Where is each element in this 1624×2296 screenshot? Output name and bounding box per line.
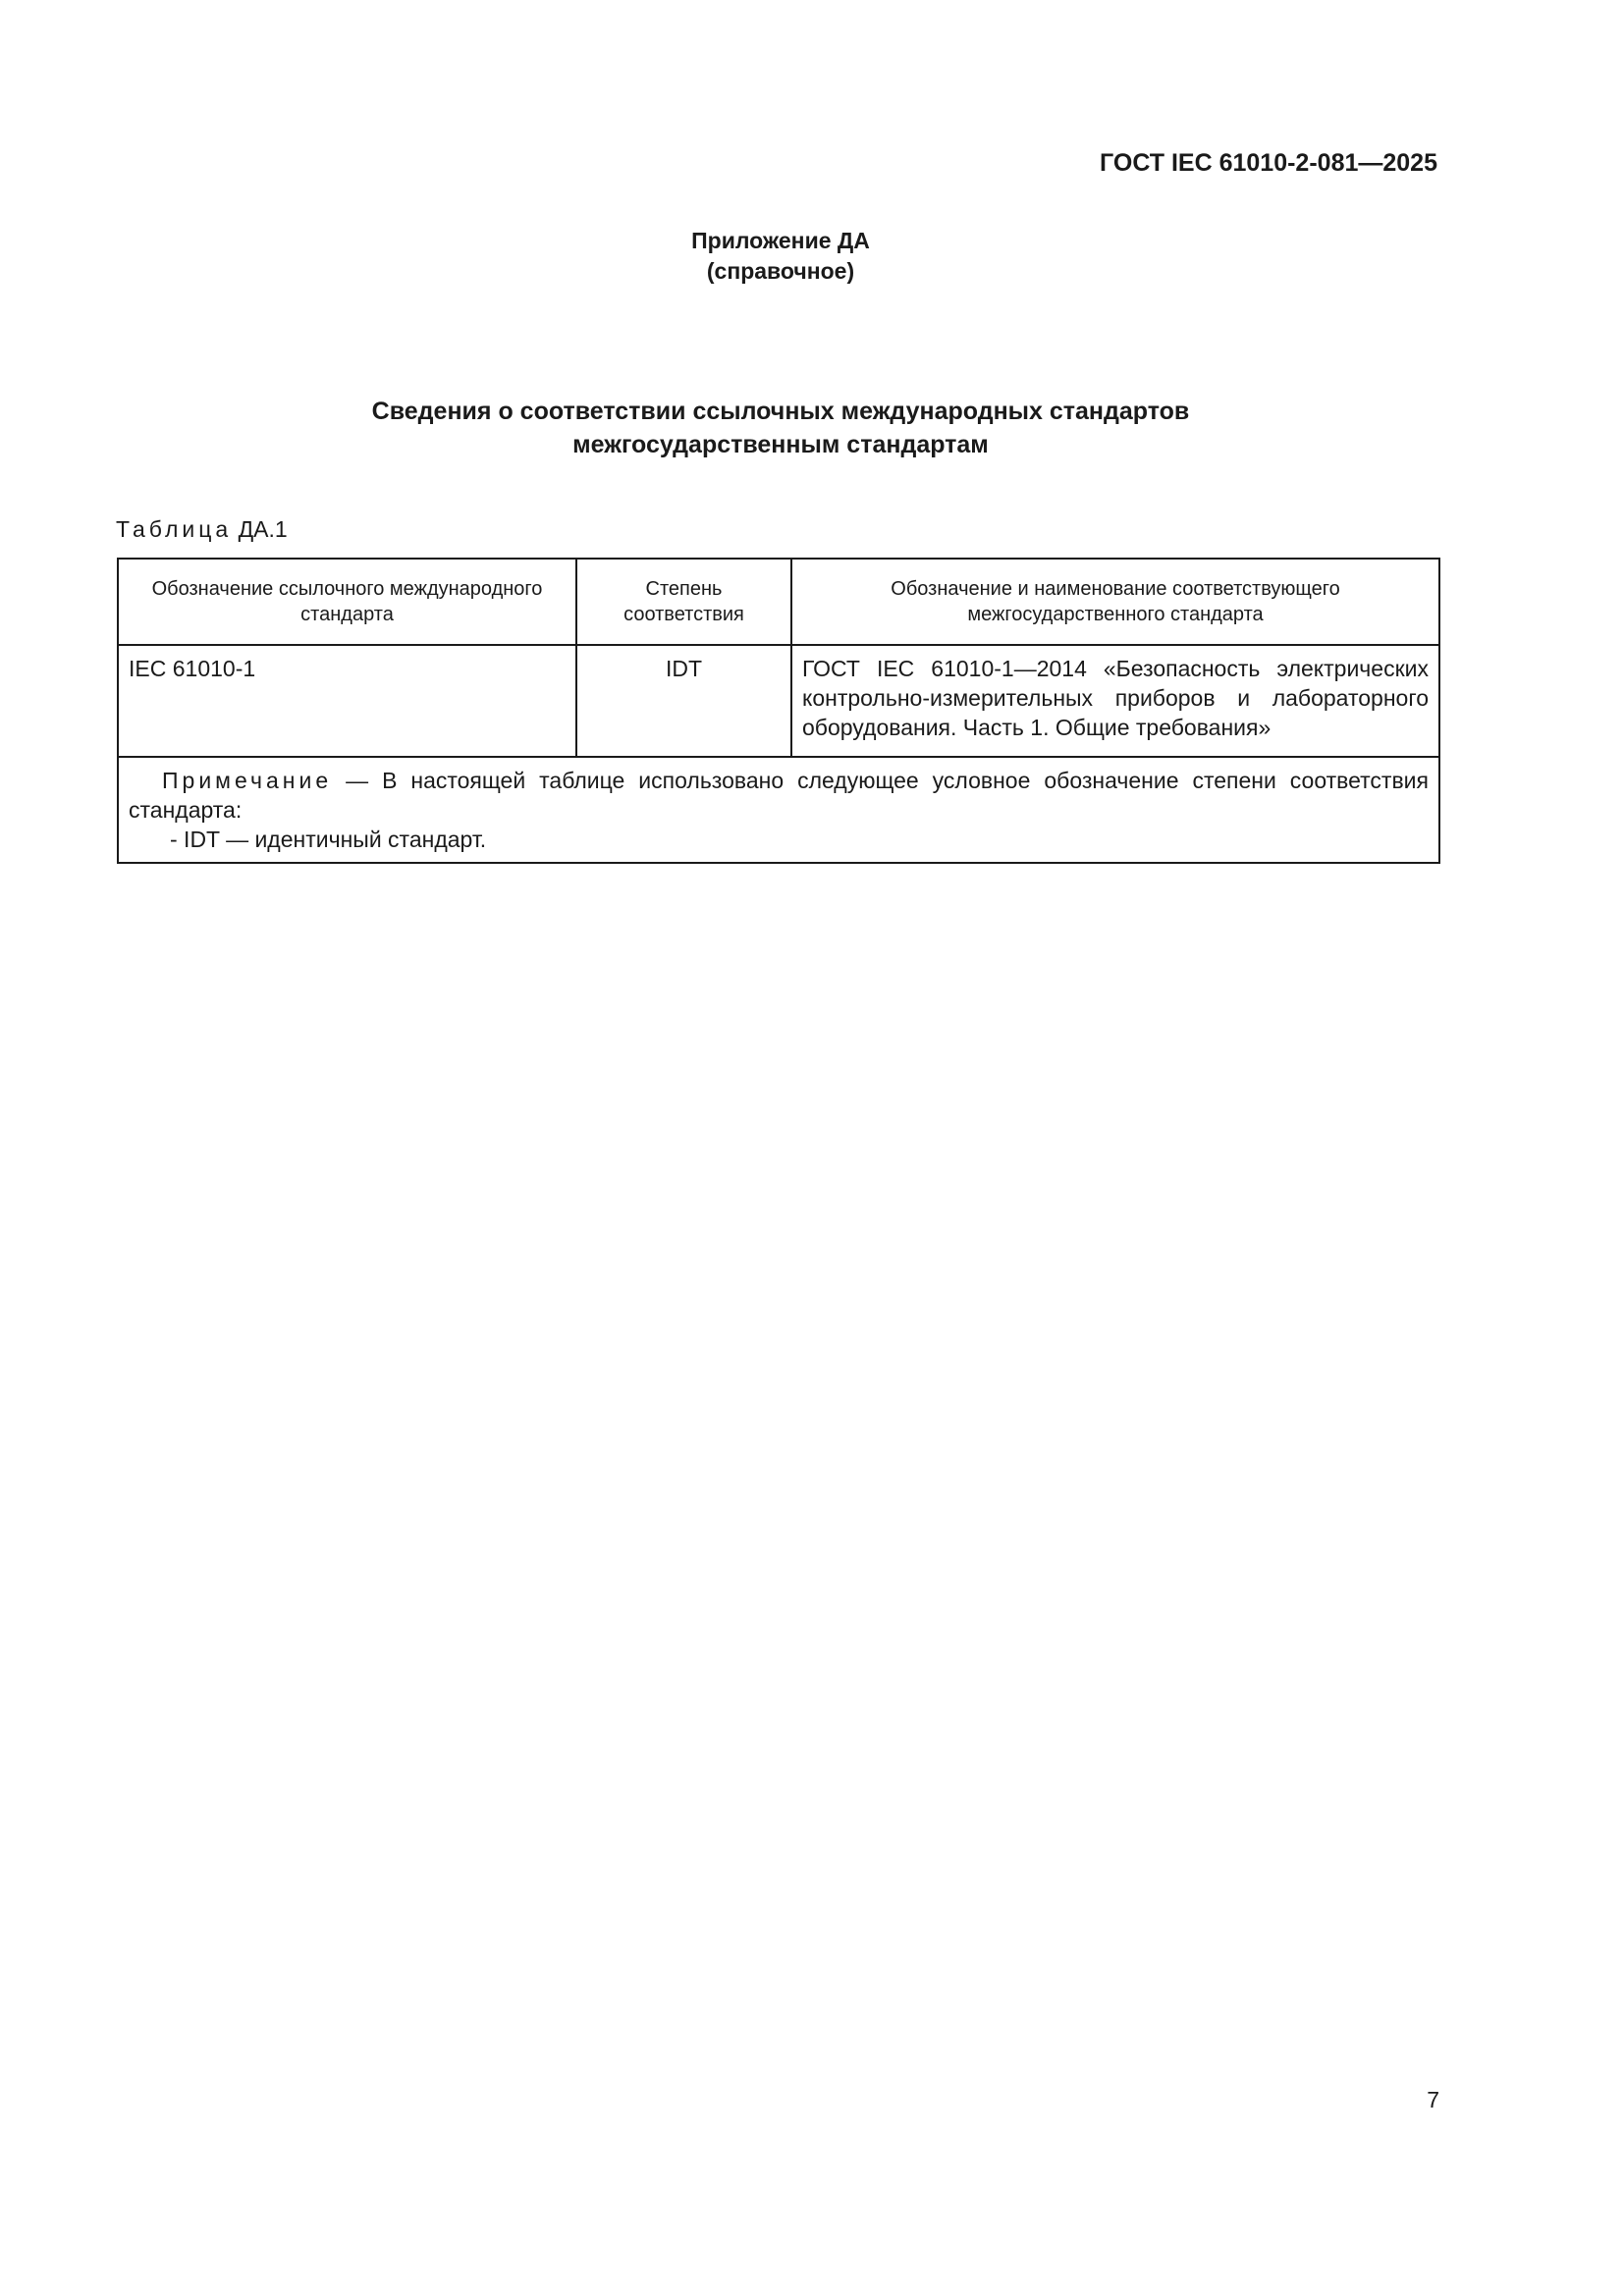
cell-reference-standard: IEC 61010-1 (118, 645, 576, 757)
annex-title: Приложение ДА (691, 228, 870, 253)
header-interstate-standard: Обозначение и наименование соответствующего межгосударственного стандарта (791, 559, 1439, 645)
table-caption (116, 516, 288, 543)
note-text: — В настоящей таблице использовано следующее условное обозначение степени соответствия стандарта: (129, 768, 1429, 823)
table-header-row (118, 559, 1439, 645)
table-caption-number: ДА.1 (232, 516, 288, 542)
annex-heading (0, 226, 1561, 287)
note-list-item: - IDT — идентичный стандарт. (170, 827, 487, 852)
header-reference-standard: Обозначение ссылочного международного стандарта (118, 559, 576, 645)
document-code: ГОСТ IEC 61010-2-081—2025 (1100, 149, 1437, 177)
cell-interstate-standard: ГОСТ IEC 61010-1—2014 «Безопасность электрических контрольно-измерительных приборов и лабораторного оборудования. Часть 1. Общие требования» (791, 645, 1439, 757)
section-heading-line-1: Сведения о соответствии ссылочных международных стандартов (371, 398, 1190, 425)
table-caption-word: Таблица (116, 516, 233, 542)
table-note (118, 757, 1439, 863)
correspondence-table (117, 558, 1440, 864)
header-degree-of-correspondence: Степень соответствия (576, 559, 791, 645)
section-heading (0, 395, 1561, 461)
table-row (118, 645, 1439, 757)
annex-type: (справочное) (706, 258, 855, 284)
section-heading-line-2: межгосударственным стандартам (572, 431, 989, 458)
note-label: Примечание (162, 768, 333, 793)
table-note-row (118, 757, 1439, 863)
page-number: 7 (1427, 2087, 1439, 2112)
cell-degree: IDT (576, 645, 791, 757)
